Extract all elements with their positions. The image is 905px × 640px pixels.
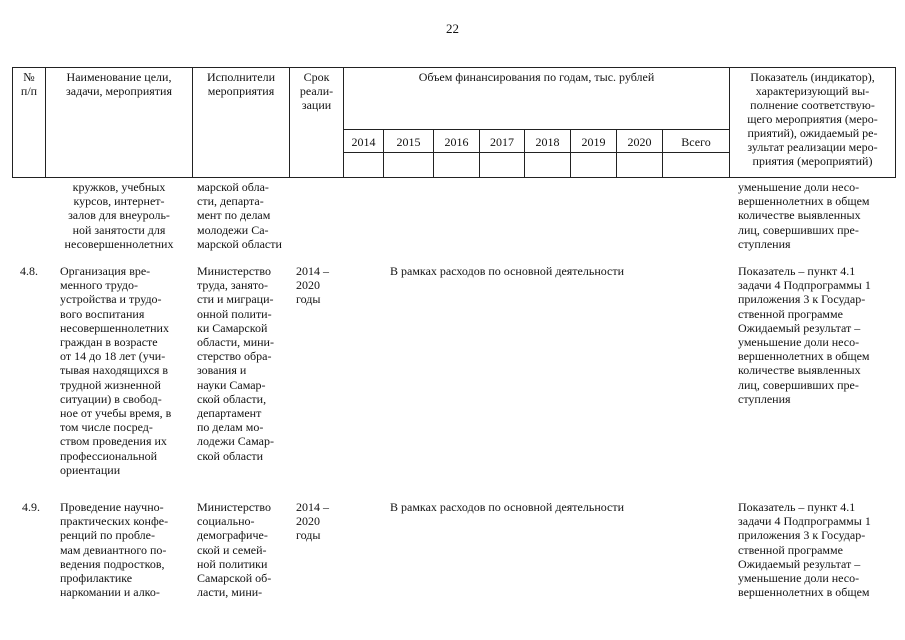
header-col-name: Наименование цели, задачи, мероприятия (66, 70, 172, 98)
table-top-border (12, 67, 895, 68)
row-indicator: уменьшение доли несо- вершеннолетних в общем количестве выявленных лиц, совершивших пре- ступления (738, 180, 870, 251)
year-2014: 2014 (351, 135, 376, 149)
row-number: 4.8. (20, 264, 38, 278)
row-term: 2014 – 2020 годы (296, 500, 329, 543)
year-2016: 2016 (444, 135, 469, 149)
years-row-bottom-border (343, 152, 729, 153)
row-executors: марской обла- сти, департа- мент по делам молодежи Са- марской области (197, 180, 282, 251)
row-number: 4.9. (22, 500, 40, 514)
year-2017: 2017 (490, 135, 514, 149)
table-header-bottom-border (12, 177, 895, 178)
year-2015: 2015 (396, 135, 421, 149)
year-2019: 2019 (581, 135, 606, 149)
header-col-executors: Исполнители мероприятия (206, 70, 276, 98)
header-col-no: № п/п (20, 70, 38, 98)
header-col-indicator: Показатель (индикатор), характеризующий вы- полнение соответствую- щего мероприятия (меро- приятий), ожидаемый ре- зультат реализации меро- приятия (мероприятий) (747, 70, 878, 168)
row-name: Проведение научно- практических конфе- ренций по пробле- мам девиантного по- ведения подростков, профилактике наркомании и алко- (60, 500, 169, 600)
year-total: Всего (681, 135, 711, 149)
col-border (895, 67, 896, 178)
header-col-term: Срок реали- зации (299, 70, 334, 112)
row-executors: Министерство социально- демографиче- ской и семей- ной политики Самарской об- ласти, мини- (197, 500, 272, 600)
years-row-top-border (343, 129, 729, 130)
page-number: 22 (446, 21, 459, 36)
row-funding: В рамках расходов по основной деятельности (390, 264, 625, 278)
row-term: 2014 – 2020 годы (296, 264, 329, 307)
year-2020: 2020 (627, 135, 652, 149)
year-2018: 2018 (535, 135, 560, 149)
row-executors: Министерство труда, занято- сти и миграци- онной полити- ки Самарской области, мини- стерство обра- зования и науки Самар- ской области, департамент по делам мо- лодежи Самар- ской области (197, 264, 274, 463)
row-indicator: Показатель – пункт 4.1 задачи 4 Подпрограммы 1 приложения 3 к Государ- ственной программе Ожидаемый результат – уменьшение доли несо- вершеннолетних в общем (738, 500, 871, 600)
row-funding: В рамках расходов по основной деятельности (390, 500, 625, 514)
header-col-funding: Объем финансирования по годам, тыс. рублей (418, 70, 655, 84)
row-name: кружков, учебных курсов, интернет- залов для внеуроль- ной занятости для несовершеннолетних (64, 180, 174, 251)
row-indicator: Показатель – пункт 4.1 задачи 4 Подпрограммы 1 приложения 3 к Государ- ственной программе Ожидаемый результат – уменьшение доли несо- вершеннолетних в общем количестве выявленных лиц, совершивших пре- ступления (738, 264, 871, 406)
row-name: Организация вре- менного трудо- устройства и трудо- вого воспитания несовершеннолетних граждан в возрасте от 14 до 18 лет (учи- тывая находящихся в трудной жизненной ситуации) в свобод- ное от учебы время, в том числе посред- ством проведения их профессиональной ориентации (60, 264, 172, 477)
